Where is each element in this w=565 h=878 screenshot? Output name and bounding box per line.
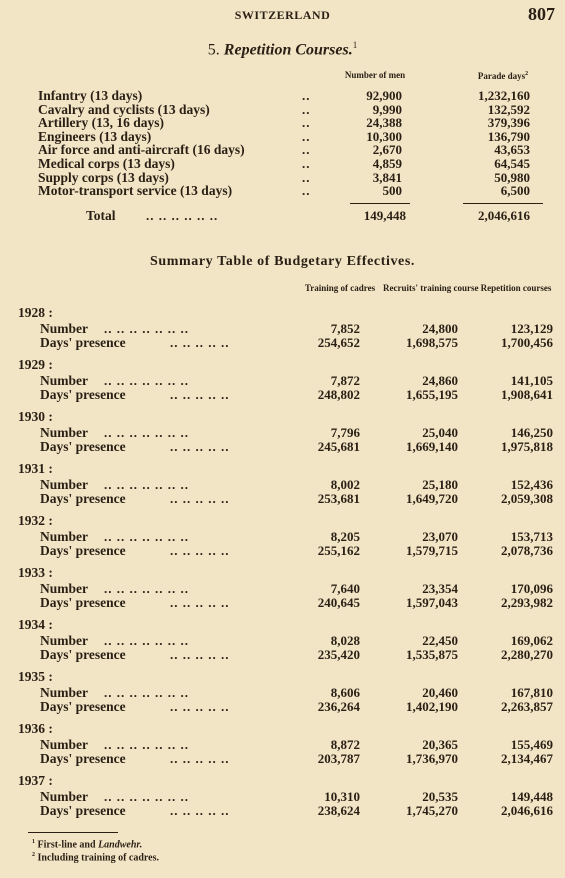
summary-cell: 238,624 <box>317 803 360 818</box>
summary-cell: 24,860 <box>422 373 458 388</box>
summary-cell: 2,293,982 <box>501 595 553 610</box>
summary-cell: 1,745,270 <box>406 803 458 818</box>
summary-cell: 25,180 <box>422 477 458 492</box>
repetition-row-label: Artillery (13, 16 days) <box>38 115 164 131</box>
footnote-rule <box>28 832 118 833</box>
footnote-1-italic: Landwehr. <box>98 839 143 851</box>
summary-cell: 1,597,043 <box>406 595 458 610</box>
repetition-row-men: 2,670 <box>372 142 402 158</box>
leader-dots: .. .. .. .. .. .. .. <box>104 373 189 388</box>
summary-cell: 240,645 <box>317 595 360 610</box>
footnote-1 <box>32 839 142 850</box>
footnote-2-marker: 2 <box>32 852 35 858</box>
leader-dots: .. <box>302 156 311 171</box>
summary-cell: 2,046,616 <box>501 803 553 818</box>
leader-dots: .. .. .. .. .. .. .. <box>104 789 189 804</box>
year-label: 1935 : <box>18 669 53 684</box>
number-label: Number <box>40 581 88 596</box>
summary-cell: 1,736,970 <box>406 751 458 766</box>
summary-cell: 8,028 <box>330 633 360 648</box>
col-parade-days-label: Parade days <box>477 71 526 81</box>
summary-cell: 8,205 <box>330 529 360 544</box>
days-presence-label: Days' presence <box>40 491 126 506</box>
repetition-row-days: 136,790 <box>487 128 530 144</box>
summary-cell: 22,450 <box>422 633 458 648</box>
days-presence-label: Days' presence <box>40 647 126 662</box>
footnote-1-text: First-line and <box>37 839 96 851</box>
leader-dots: .. <box>302 128 311 144</box>
summary-cell: 8,606 <box>330 685 360 700</box>
repetition-row-label: Motor-transport service (13 days) <box>38 183 233 199</box>
summary-cell: 2,059,308 <box>501 491 553 506</box>
summary-cell: 149,448 <box>510 789 553 804</box>
repetition-row-men: 4,859 <box>372 156 402 171</box>
summary-cell: 1,579,715 <box>406 543 458 558</box>
leader-dots: .. .. .. .. .. <box>170 491 230 506</box>
leader-dots: .. .. .. .. .. <box>170 595 230 610</box>
summary-cell: 1,908,641 <box>501 387 553 402</box>
repetition-row-label: Engineers (13 days) <box>38 128 152 144</box>
days-presence-label: Days' presence <box>40 699 126 714</box>
year-label: 1934 : <box>18 617 53 632</box>
footnote-2 <box>32 852 159 863</box>
year-label: 1932 : <box>18 513 53 528</box>
total-men: 149,448 <box>363 208 406 223</box>
section-title <box>0 40 565 59</box>
total-label: Total <box>86 208 116 223</box>
footnote-1-marker: 1 <box>32 839 35 845</box>
section-number: 5. <box>207 41 220 59</box>
repetition-row-men: 10,300 <box>366 128 402 144</box>
repetition-row-men: 24,388 <box>366 115 402 131</box>
summary-cell: 20,460 <box>422 685 458 700</box>
summary-cell: 153,713 <box>510 529 553 544</box>
summary-cell: 1,535,875 <box>406 647 458 662</box>
leader-dots: .. <box>302 169 311 185</box>
summary-cell: 1,649,720 <box>406 491 458 506</box>
summary-cell: 255,162 <box>317 543 360 558</box>
total-rule-days <box>463 203 543 204</box>
leader-dots: .. .. .. .. .. <box>170 751 230 766</box>
summary-cell: 152,436 <box>510 477 553 492</box>
summary-cell: 10,310 <box>324 789 360 804</box>
number-label: Number <box>40 373 88 388</box>
number-label: Number <box>40 477 88 492</box>
days-presence-label: Days' presence <box>40 387 126 402</box>
leader-dots: .. <box>302 101 311 117</box>
number-label: Number <box>40 321 88 336</box>
repetition-row-label: Air force and anti-aircraft (16 days) <box>38 142 245 158</box>
summary-cell: 2,280,270 <box>501 647 553 662</box>
leader-dots: .. .. .. .. .. <box>170 647 230 662</box>
summary-cell: 236,264 <box>317 699 360 714</box>
leader-dots: .. .. .. .. .. <box>170 803 230 818</box>
total-rule-men <box>350 203 410 204</box>
summary-cell: 254,652 <box>317 335 360 350</box>
year-label: 1936 : <box>18 721 53 736</box>
col-parade-days <box>458 71 548 81</box>
repetition-row-days: 132,592 <box>487 101 530 117</box>
leader-dots: .. .. .. .. .. .. .. <box>104 581 189 596</box>
number-label: Number <box>40 737 88 752</box>
summary-cell: 24,800 <box>422 321 458 336</box>
total-leader-dots: .. .. .. .. .. .. <box>146 208 219 223</box>
repetition-row-label: Supply corps (13 days) <box>38 169 169 185</box>
summary-cell: 7,796 <box>330 425 360 440</box>
col-training-of-cadres: Training of cadres <box>304 283 376 293</box>
running-title: SWITZERLAND <box>234 8 331 22</box>
summary-cell: 235,420 <box>317 647 360 662</box>
summary-cell: 169,062 <box>510 633 553 648</box>
summary-cell: 141,105 <box>510 373 553 388</box>
total-days: 2,046,616 <box>478 208 530 223</box>
summary-cell: 20,365 <box>422 737 458 752</box>
year-label: 1933 : <box>18 565 53 580</box>
summary-cell: 1,975,818 <box>501 439 553 454</box>
summary-cell: 203,787 <box>317 751 360 766</box>
repetition-row-men: 3,841 <box>372 169 402 185</box>
section-title-text: Repetition Courses. <box>223 41 353 59</box>
repetition-row-days: 43,653 <box>494 142 530 158</box>
days-presence-label: Days' presence <box>40 595 126 610</box>
leader-dots: .. <box>302 88 311 103</box>
leader-dots: .. .. .. .. .. .. .. <box>104 685 189 700</box>
summary-cell: 155,469 <box>510 737 553 752</box>
summary-cell: 8,002 <box>330 477 360 492</box>
summary-cell: 8,872 <box>330 737 360 752</box>
repetition-row-days: 6,500 <box>500 183 530 199</box>
leader-dots: .. .. .. .. .. <box>170 387 230 402</box>
summary-cell: 146,250 <box>510 425 553 440</box>
leader-dots: .. .. .. .. .. .. .. <box>104 321 189 336</box>
repetition-row-label: Infantry (13 days) <box>38 88 143 103</box>
summary-cell: 167,810 <box>510 685 553 700</box>
number-label: Number <box>40 529 88 544</box>
leader-dots: .. .. .. .. .. .. .. <box>104 425 189 440</box>
summary-cell: 245,681 <box>317 439 360 454</box>
days-presence-label: Days' presence <box>40 335 126 350</box>
page-number: 807 <box>528 4 555 24</box>
col-parade-days-note: 2 <box>525 71 529 77</box>
summary-cell: 1,669,140 <box>406 439 458 454</box>
days-presence-label: Days' presence <box>40 439 126 454</box>
year-label: 1937 : <box>18 773 53 788</box>
summary-cell: 7,640 <box>330 581 360 596</box>
summary-cell: 123,129 <box>510 321 553 336</box>
leader-dots: .. .. .. .. .. .. .. <box>104 477 189 492</box>
summary-cell: 2,134,467 <box>501 751 553 766</box>
summary-cell: 25,040 <box>422 425 458 440</box>
repetition-row-days: 50,980 <box>494 169 530 185</box>
leader-dots: .. <box>302 183 311 199</box>
number-label: Number <box>40 425 88 440</box>
summary-cell: 2,263,857 <box>501 699 553 714</box>
leader-dots: .. <box>302 115 311 131</box>
summary-cell: 1,402,190 <box>406 699 458 714</box>
summary-cell: 1,655,195 <box>406 387 458 402</box>
repetition-row-men: 500 <box>382 183 402 199</box>
summary-cell: 1,698,575 <box>406 335 458 350</box>
repetition-row-label: Medical corps (13 days) <box>38 156 175 171</box>
days-presence-label: Days' presence <box>40 543 126 558</box>
year-label: 1930 : <box>18 409 53 424</box>
col-recruits-training: Recruits' training course <box>383 283 479 293</box>
repetition-row-days: 64,545 <box>494 156 530 171</box>
leader-dots: .. .. .. .. .. <box>170 335 230 350</box>
repetition-row-label: Cavalry and cyclists (13 days) <box>38 101 210 117</box>
summary-title: Summary Table of Budgetary Effectives. <box>149 254 416 269</box>
summary-cell: 23,354 <box>422 581 458 596</box>
summary-cell: 7,852 <box>330 321 360 336</box>
leader-dots: .. .. .. .. .. <box>170 439 230 454</box>
summary-cell: 2,078,736 <box>501 543 553 558</box>
repetition-row-days: 1,232,160 <box>478 88 530 103</box>
repetition-row-men: 9,990 <box>372 101 402 117</box>
number-label: Number <box>40 633 88 648</box>
footnote-2-text: Including training of cadres. <box>37 852 159 864</box>
summary-cell: 1,700,456 <box>501 335 553 350</box>
section-title-note: 1 <box>352 40 358 50</box>
leader-dots: .. .. .. .. .. .. .. <box>104 633 189 648</box>
leader-dots: .. .. .. .. .. <box>170 699 230 714</box>
col-repetition-courses: Repetition courses <box>480 283 552 293</box>
number-label: Number <box>40 685 88 700</box>
days-presence-label: Days' presence <box>40 751 126 766</box>
leader-dots: .. .. .. .. .. <box>170 543 230 558</box>
summary-cell: 253,681 <box>317 491 360 506</box>
col-number-of-men: Number of men <box>344 70 406 80</box>
summary-cell: 248,802 <box>317 387 360 402</box>
repetition-row-days: 379,396 <box>487 115 530 131</box>
summary-cell: 7,872 <box>330 373 360 388</box>
year-label: 1931 : <box>18 461 53 476</box>
summary-cell: 20,535 <box>422 789 458 804</box>
leader-dots: .. .. .. .. .. .. .. <box>104 737 189 752</box>
leader-dots: .. .. .. .. .. .. .. <box>104 529 189 544</box>
year-label: 1929 : <box>18 357 53 372</box>
summary-cell: 170,096 <box>510 581 553 596</box>
summary-cell: 23,070 <box>422 529 458 544</box>
number-label: Number <box>40 789 88 804</box>
days-presence-label: Days' presence <box>40 803 126 818</box>
year-label: 1928 : <box>18 305 53 320</box>
leader-dots: .. <box>302 142 311 158</box>
repetition-row-men: 92,900 <box>366 88 402 103</box>
